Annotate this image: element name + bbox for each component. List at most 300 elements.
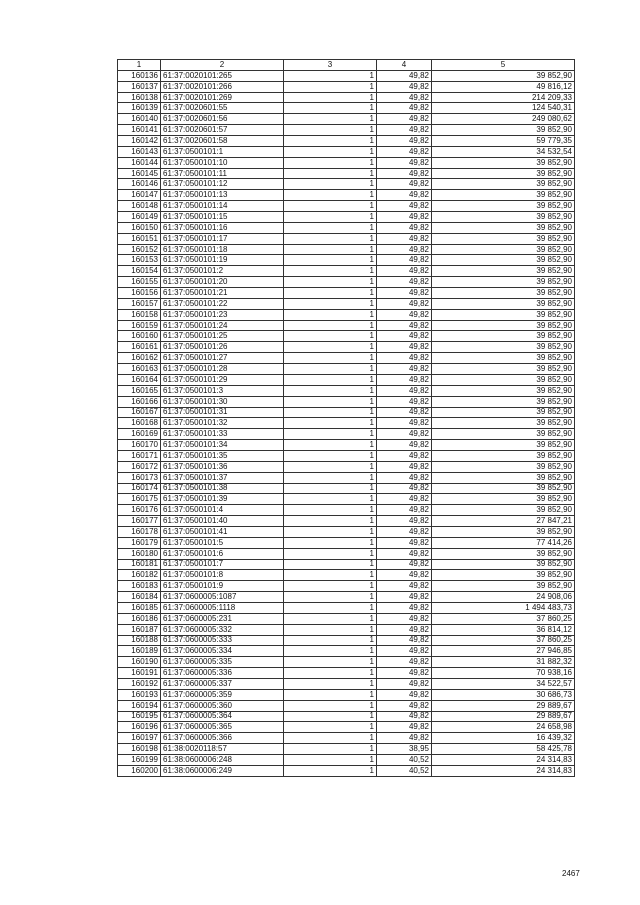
table-cell: 1 <box>284 385 377 396</box>
table-cell: 49,82 <box>377 288 432 299</box>
table-row <box>118 548 575 559</box>
table-cell: 160158 <box>118 309 161 320</box>
table-cell: 61:37:0500101:28 <box>161 364 284 375</box>
table-cell: 49,82 <box>377 331 432 342</box>
table-cell: 160142 <box>118 136 161 147</box>
table-cell: 49,82 <box>377 613 432 624</box>
table-row <box>118 657 575 668</box>
table-cell: 160150 <box>118 222 161 233</box>
table-row <box>118 711 575 722</box>
table-cell: 49,82 <box>377 396 432 407</box>
table-cell: 61:37:0500101:33 <box>161 429 284 440</box>
table-row <box>118 581 575 592</box>
table-row <box>118 537 575 548</box>
table-cell: 61:37:0500101:34 <box>161 440 284 451</box>
table-cell: 160171 <box>118 450 161 461</box>
table-cell: 49,82 <box>377 429 432 440</box>
table-cell: 27 946,85 <box>432 646 575 657</box>
table-cell: 39 852,90 <box>432 125 575 136</box>
table-cell: 39 852,90 <box>432 320 575 331</box>
table-cell: 160139 <box>118 103 161 114</box>
table-cell: 49,82 <box>377 179 432 190</box>
table-cell: 61:37:0600005:333 <box>161 635 284 646</box>
table-cell: 61:37:0500101:38 <box>161 483 284 494</box>
table-cell: 39 852,90 <box>432 353 575 364</box>
table-row <box>118 450 575 461</box>
table-cell: 39 852,90 <box>432 494 575 505</box>
table-cell: 1 <box>284 331 377 342</box>
table-cell: 49,82 <box>377 516 432 527</box>
table-cell: 61:37:0600005:336 <box>161 668 284 679</box>
table-row <box>118 646 575 657</box>
table-cell: 61:37:0500101:10 <box>161 157 284 168</box>
table-cell: 1 <box>284 689 377 700</box>
table-cell: 1 <box>284 81 377 92</box>
table-cell: 160173 <box>118 472 161 483</box>
table-cell: 49,82 <box>377 222 432 233</box>
table-row <box>118 146 575 157</box>
table-cell: 49,82 <box>377 472 432 483</box>
table-cell: 49,82 <box>377 483 432 494</box>
table-cell: 61:37:0500101:23 <box>161 309 284 320</box>
table-cell: 61:37:0500101:9 <box>161 581 284 592</box>
table-cell: 160186 <box>118 613 161 624</box>
table-cell: 61:37:0500101:4 <box>161 505 284 516</box>
table-cell: 61:38:0600006:249 <box>161 765 284 776</box>
table-cell: 49,82 <box>377 668 432 679</box>
table-row <box>118 92 575 103</box>
table-body <box>118 70 575 776</box>
table-row <box>118 418 575 429</box>
table-cell: 1 <box>284 353 377 364</box>
table-cell: 1 <box>284 114 377 125</box>
table-cell: 61:37:0500101:32 <box>161 418 284 429</box>
table-cell: 49,82 <box>377 320 432 331</box>
table-cell: 160147 <box>118 190 161 201</box>
table-cell: 61:37:0500101:37 <box>161 472 284 483</box>
table-cell: 160140 <box>118 114 161 125</box>
table-cell: 160179 <box>118 537 161 548</box>
column-header: 2 <box>161 60 284 71</box>
table-cell: 1 <box>284 168 377 179</box>
table-row <box>118 516 575 527</box>
table-cell: 49,82 <box>377 157 432 168</box>
table-row <box>118 244 575 255</box>
table-cell: 59 779,35 <box>432 136 575 147</box>
table-cell: 1 <box>284 570 377 581</box>
table-cell: 1 <box>284 744 377 755</box>
table-cell: 39 852,90 <box>432 222 575 233</box>
table-cell: 39 852,90 <box>432 277 575 288</box>
table-row <box>118 157 575 168</box>
table-cell: 77 414,26 <box>432 537 575 548</box>
table-cell: 39 852,90 <box>432 255 575 266</box>
table-cell: 160187 <box>118 624 161 635</box>
table-cell: 1 <box>284 342 377 353</box>
table-cell: 61:37:0600005:334 <box>161 646 284 657</box>
table-row <box>118 103 575 114</box>
table-cell: 61:37:0500101:41 <box>161 526 284 537</box>
table-row <box>118 700 575 711</box>
table-row <box>118 744 575 755</box>
table-cell: 49,82 <box>377 548 432 559</box>
table-row <box>118 635 575 646</box>
table-cell: 1 <box>284 157 377 168</box>
table-cell: 160168 <box>118 418 161 429</box>
table-cell: 160191 <box>118 668 161 679</box>
table-cell: 39 852,90 <box>432 70 575 81</box>
table-cell: 61:37:0500101:6 <box>161 548 284 559</box>
table-cell: 61:37:0500101:12 <box>161 179 284 190</box>
table-row <box>118 668 575 679</box>
table-row <box>118 559 575 570</box>
table-cell: 1 <box>284 755 377 766</box>
table-cell: 38,95 <box>377 744 432 755</box>
table-cell: 1 <box>284 70 377 81</box>
table-cell: 160156 <box>118 288 161 299</box>
table-cell: 49,82 <box>377 374 432 385</box>
table-cell: 61:37:0600005:231 <box>161 613 284 624</box>
table-cell: 70 938,16 <box>432 668 575 679</box>
table-cell: 49,82 <box>377 266 432 277</box>
table-row <box>118 266 575 277</box>
table-cell: 49,82 <box>377 592 432 603</box>
table-cell: 160184 <box>118 592 161 603</box>
table-cell: 1 <box>284 668 377 679</box>
table-cell: 1 <box>284 657 377 668</box>
table-cell: 1 <box>284 678 377 689</box>
table-cell: 1 <box>284 537 377 548</box>
table-cell: 1 <box>284 711 377 722</box>
table-cell: 160137 <box>118 81 161 92</box>
table-cell: 1 <box>284 516 377 527</box>
table-cell: 1 <box>284 309 377 320</box>
table-cell: 1 <box>284 190 377 201</box>
table-cell: 39 852,90 <box>432 179 575 190</box>
column-header: 1 <box>118 60 161 71</box>
table-cell: 160172 <box>118 461 161 472</box>
table-cell: 61:37:0500101:18 <box>161 244 284 255</box>
table-cell: 39 852,90 <box>432 233 575 244</box>
table-cell: 49,82 <box>377 385 432 396</box>
table-cell: 61:37:0500101:15 <box>161 212 284 223</box>
table-cell: 49,82 <box>377 624 432 635</box>
table-cell: 39 852,90 <box>432 385 575 396</box>
table-row <box>118 353 575 364</box>
table-cell: 49,82 <box>377 733 432 744</box>
table-cell: 16 439,32 <box>432 733 575 744</box>
table-cell: 39 852,90 <box>432 418 575 429</box>
table-row <box>118 765 575 776</box>
table-cell: 29 889,67 <box>432 700 575 711</box>
table-cell: 1 <box>284 222 377 233</box>
table-cell: 1 <box>284 212 377 223</box>
table-cell: 160198 <box>118 744 161 755</box>
table-cell: 34 532,54 <box>432 146 575 157</box>
table-cell: 1 <box>284 103 377 114</box>
table-cell: 61:37:0500101:36 <box>161 461 284 472</box>
table-cell: 39 852,90 <box>432 581 575 592</box>
table-cell: 49,82 <box>377 722 432 733</box>
table-row <box>118 483 575 494</box>
table-row <box>118 81 575 92</box>
table-row <box>118 114 575 125</box>
table-cell: 61:37:0600005:359 <box>161 689 284 700</box>
table-cell: 39 852,90 <box>432 374 575 385</box>
table-cell: 160175 <box>118 494 161 505</box>
table-cell: 160193 <box>118 689 161 700</box>
table-cell: 39 852,90 <box>432 309 575 320</box>
table-cell: 1 <box>284 635 377 646</box>
table-row <box>118 70 575 81</box>
table-cell: 49,82 <box>377 461 432 472</box>
table-cell: 1 <box>284 136 377 147</box>
table-cell: 160143 <box>118 146 161 157</box>
table-cell: 160174 <box>118 483 161 494</box>
table-cell: 1 <box>284 646 377 657</box>
table-cell: 124 540,31 <box>432 103 575 114</box>
table-cell: 160167 <box>118 407 161 418</box>
table-row <box>118 374 575 385</box>
table-cell: 1 <box>284 418 377 429</box>
table-cell: 61:38:0600006:248 <box>161 755 284 766</box>
table-row <box>118 364 575 375</box>
table-row <box>118 526 575 537</box>
table-cell: 49,82 <box>377 70 432 81</box>
table-cell: 39 852,90 <box>432 570 575 581</box>
table-cell: 160197 <box>118 733 161 744</box>
table-cell: 61:37:0600005:335 <box>161 657 284 668</box>
table-cell: 160162 <box>118 353 161 364</box>
table-cell: 61:37:0500101:3 <box>161 385 284 396</box>
table-header <box>118 60 575 71</box>
table-cell: 61:37:0500101:2 <box>161 266 284 277</box>
table-cell: 49,82 <box>377 581 432 592</box>
table-cell: 61:37:0500101:29 <box>161 374 284 385</box>
table-cell: 160152 <box>118 244 161 255</box>
table-row <box>118 570 575 581</box>
table-cell: 49,82 <box>377 125 432 136</box>
table-cell: 39 852,90 <box>432 526 575 537</box>
table-cell: 36 814,12 <box>432 624 575 635</box>
table-cell: 160199 <box>118 755 161 766</box>
table-row <box>118 212 575 223</box>
table-cell: 61:37:0500101:14 <box>161 201 284 212</box>
table-cell: 160188 <box>118 635 161 646</box>
table-cell: 160163 <box>118 364 161 375</box>
table-cell: 61:37:0500101:5 <box>161 537 284 548</box>
table-row <box>118 309 575 320</box>
table-cell: 160157 <box>118 298 161 309</box>
table-cell: 49,82 <box>377 678 432 689</box>
table-cell: 1 <box>284 298 377 309</box>
table-cell: 160145 <box>118 168 161 179</box>
table-cell: 49,82 <box>377 277 432 288</box>
table-cell: 61:37:0500101:25 <box>161 331 284 342</box>
table-row <box>118 190 575 201</box>
table-row <box>118 168 575 179</box>
table-cell: 49,82 <box>377 114 432 125</box>
table-row <box>118 494 575 505</box>
table-cell: 49,82 <box>377 353 432 364</box>
table-cell: 160160 <box>118 331 161 342</box>
table-row <box>118 440 575 451</box>
table-row <box>118 722 575 733</box>
table-cell: 160180 <box>118 548 161 559</box>
table-cell: 61:37:0500101:26 <box>161 342 284 353</box>
table-cell: 1 <box>284 179 377 190</box>
table-cell: 61:37:0500101:31 <box>161 407 284 418</box>
table-cell: 160164 <box>118 374 161 385</box>
table-row <box>118 136 575 147</box>
table-cell: 1 <box>284 125 377 136</box>
table-cell: 160154 <box>118 266 161 277</box>
table-cell: 1 <box>284 505 377 516</box>
table-cell: 160185 <box>118 602 161 613</box>
table-row <box>118 201 575 212</box>
table-cell: 1 <box>284 396 377 407</box>
table-cell: 160138 <box>118 92 161 103</box>
table-cell: 39 852,90 <box>432 157 575 168</box>
table-cell: 1 <box>284 494 377 505</box>
table-row <box>118 255 575 266</box>
table-cell: 61:37:0500101:1 <box>161 146 284 157</box>
header-row <box>118 60 575 71</box>
table-cell: 39 852,90 <box>432 331 575 342</box>
table-row <box>118 331 575 342</box>
table-row <box>118 592 575 603</box>
table-cell: 160155 <box>118 277 161 288</box>
table-cell: 249 080,62 <box>432 114 575 125</box>
table-cell: 49 816,12 <box>432 81 575 92</box>
table-row <box>118 179 575 190</box>
table-cell: 24 314,83 <box>432 755 575 766</box>
table-row <box>118 277 575 288</box>
table-cell: 61:37:0020601:57 <box>161 125 284 136</box>
table-cell: 160136 <box>118 70 161 81</box>
table-cell: 58 425,78 <box>432 744 575 755</box>
table-cell: 61:37:0600005:365 <box>161 722 284 733</box>
table-cell: 160190 <box>118 657 161 668</box>
table-cell: 49,82 <box>377 81 432 92</box>
table-cell: 39 852,90 <box>432 472 575 483</box>
table-cell: 160141 <box>118 125 161 136</box>
table-cell: 1 <box>284 733 377 744</box>
table-cell: 61:37:0500101:7 <box>161 559 284 570</box>
table-row <box>118 342 575 353</box>
table-cell: 49,82 <box>377 92 432 103</box>
table-row <box>118 125 575 136</box>
data-table <box>117 59 575 777</box>
table-cell: 49,82 <box>377 602 432 613</box>
table-row <box>118 624 575 635</box>
table-cell: 49,82 <box>377 364 432 375</box>
table-cell: 30 686,73 <box>432 689 575 700</box>
column-header: 4 <box>377 60 432 71</box>
table-cell: 39 852,90 <box>432 168 575 179</box>
column-header: 5 <box>432 60 575 71</box>
table-row <box>118 755 575 766</box>
table-cell: 1 <box>284 429 377 440</box>
table-cell: 160177 <box>118 516 161 527</box>
table-cell: 61:37:0020601:55 <box>161 103 284 114</box>
page-number: 2467 <box>562 869 580 878</box>
table-cell: 1 <box>284 613 377 624</box>
table-cell: 1 <box>284 374 377 385</box>
table-cell: 1 <box>284 700 377 711</box>
table-cell: 1 <box>284 255 377 266</box>
table-cell: 160144 <box>118 157 161 168</box>
table-cell: 39 852,90 <box>432 559 575 570</box>
table-cell: 1 <box>284 461 377 472</box>
table-cell: 1 <box>284 320 377 331</box>
table-cell: 1 <box>284 450 377 461</box>
table-cell: 160182 <box>118 570 161 581</box>
table-cell: 1 <box>284 277 377 288</box>
table-cell: 61:37:0500101:24 <box>161 320 284 331</box>
table-cell: 214 209,33 <box>432 92 575 103</box>
table-cell: 49,82 <box>377 244 432 255</box>
table-cell: 61:37:0600005:366 <box>161 733 284 744</box>
table-cell: 49,82 <box>377 255 432 266</box>
table-cell: 160151 <box>118 233 161 244</box>
table-cell: 1 <box>284 592 377 603</box>
table-cell: 49,82 <box>377 505 432 516</box>
table-cell: 61:37:0600005:1118 <box>161 602 284 613</box>
table-row <box>118 429 575 440</box>
table-cell: 1 494 483,73 <box>432 602 575 613</box>
table-cell: 39 852,90 <box>432 190 575 201</box>
table-cell: 39 852,90 <box>432 483 575 494</box>
table-cell: 37 860,25 <box>432 613 575 624</box>
table-cell: 49,82 <box>377 440 432 451</box>
table-cell: 29 889,67 <box>432 711 575 722</box>
table-cell: 49,82 <box>377 418 432 429</box>
table-cell: 49,82 <box>377 103 432 114</box>
table-cell: 1 <box>284 146 377 157</box>
table-row <box>118 385 575 396</box>
table-row <box>118 472 575 483</box>
table-cell: 39 852,90 <box>432 212 575 223</box>
table-cell: 49,82 <box>377 298 432 309</box>
table-row <box>118 678 575 689</box>
table-cell: 61:37:0500101:39 <box>161 494 284 505</box>
table-row <box>118 396 575 407</box>
table-cell: 160165 <box>118 385 161 396</box>
table-cell: 1 <box>284 288 377 299</box>
table-cell: 160166 <box>118 396 161 407</box>
table-cell: 1 <box>284 548 377 559</box>
table-cell: 49,82 <box>377 136 432 147</box>
table-cell: 1 <box>284 624 377 635</box>
table-row <box>118 689 575 700</box>
table-cell: 39 852,90 <box>432 505 575 516</box>
table-cell: 34 522,57 <box>432 678 575 689</box>
table-cell: 1 <box>284 559 377 570</box>
table-cell: 160176 <box>118 505 161 516</box>
table-cell: 1 <box>284 201 377 212</box>
table-cell: 61:37:0500101:35 <box>161 450 284 461</box>
table-cell: 160189 <box>118 646 161 657</box>
table-cell: 61:37:0600005:364 <box>161 711 284 722</box>
table-cell: 49,82 <box>377 657 432 668</box>
table-cell: 40,52 <box>377 765 432 776</box>
table-row <box>118 461 575 472</box>
table-cell: 160161 <box>118 342 161 353</box>
table-cell: 160178 <box>118 526 161 537</box>
table-cell: 49,82 <box>377 537 432 548</box>
table-row <box>118 407 575 418</box>
